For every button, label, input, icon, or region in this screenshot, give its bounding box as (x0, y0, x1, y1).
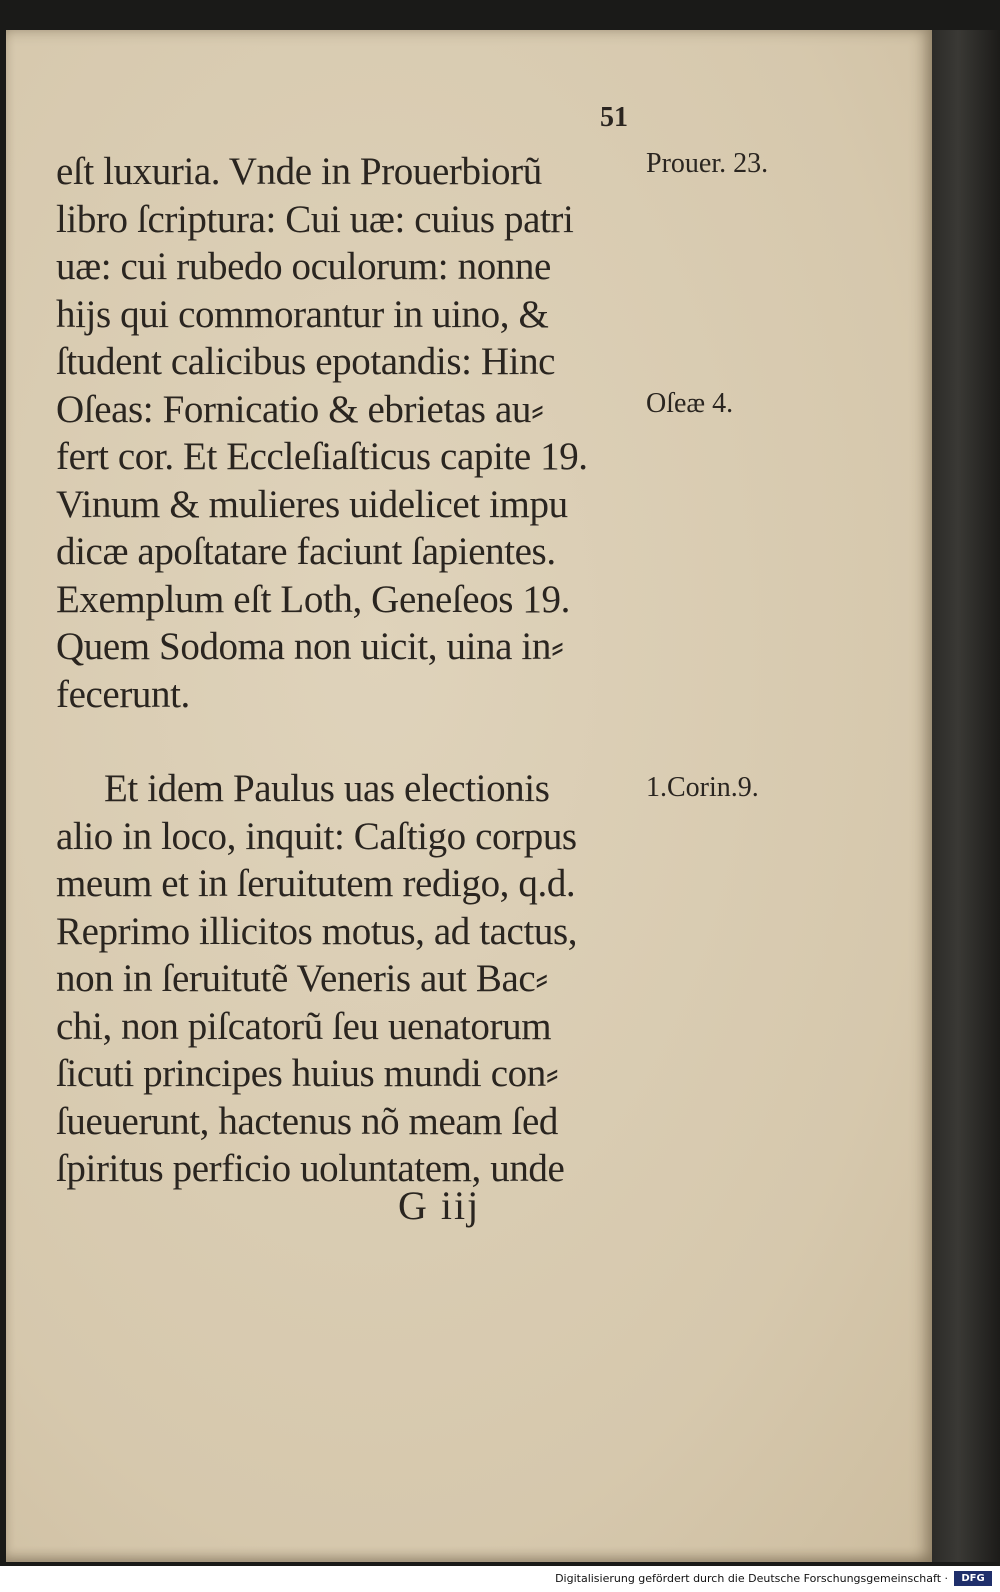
text-line: uæ: cui rubedo oculorum: nonne (56, 245, 551, 288)
text-line: non in ſeruitutẽ Veneris aut Bac⸗ (56, 957, 548, 1000)
marginal-note-hosea: Oſeæ 4. (646, 388, 734, 419)
text-line: hijs qui commorantur in uino, & (56, 292, 549, 336)
book-binding-edge (930, 30, 1000, 1562)
marginal-note-proverbs: Prouer. 23. (646, 148, 769, 179)
text-line: ſtudent calicibus epotandis: Hinc (56, 340, 556, 383)
text-line: alio in loco, inquit: Caſtigo corpus (56, 814, 577, 858)
text-line: chi, non piſcatorũ ſeu uenatorum (56, 1004, 552, 1048)
main-text-block (56, 148, 656, 1193)
page-number: 51 (600, 102, 628, 133)
text-line: eſt luxuria. Vnde in Prouerbiorũ (56, 150, 542, 193)
text-line: fecerunt. (56, 672, 190, 716)
text-line: Quem Sodoma non uicit, uina in⸗ (56, 625, 564, 668)
signature-mark: G iij (398, 1183, 481, 1228)
text-line: Reprimo illicitos motus, ad tactus, (56, 909, 578, 953)
text-line: Oſeas: Fornicatio & ebrietas au⸗ (56, 387, 544, 431)
text-line: ſueuerunt, hactenus nõ meam ſed (56, 1099, 559, 1143)
text-line: dicæ apoſtatare faciunt ſapientes. (56, 530, 556, 573)
text-line: fert cor. Et Eccleſiaſticus capite 19. (56, 435, 588, 478)
marginal-note-corinthians: 1.Corin.9. (646, 772, 759, 803)
text-line: meum et in ſeruitutem redigo, q.d. (56, 862, 576, 905)
text-line: ſicuti principes huius mundi con⸗ (56, 1052, 559, 1095)
funding-credit: Digitalisierung gefördert durch die Deutsche Forschungsgemeinschaft · (555, 1572, 948, 1585)
dfg-logo-icon: DFG (954, 1571, 992, 1586)
text-line: Exemplum eſt Loth, Geneſeos 19. (56, 577, 570, 621)
text-line: libro ſcriptura: Cui uæ: cuius patri (56, 197, 574, 241)
text-line: Vinum & mulieres uidelicet impu (56, 482, 568, 526)
footer-bar (0, 1566, 1000, 1592)
paragraph-gap (56, 718, 656, 765)
text-line: Et idem Paulus uas electionis (104, 767, 550, 810)
text-line: ſpiritus perficio uoluntatem, unde (56, 1147, 565, 1190)
